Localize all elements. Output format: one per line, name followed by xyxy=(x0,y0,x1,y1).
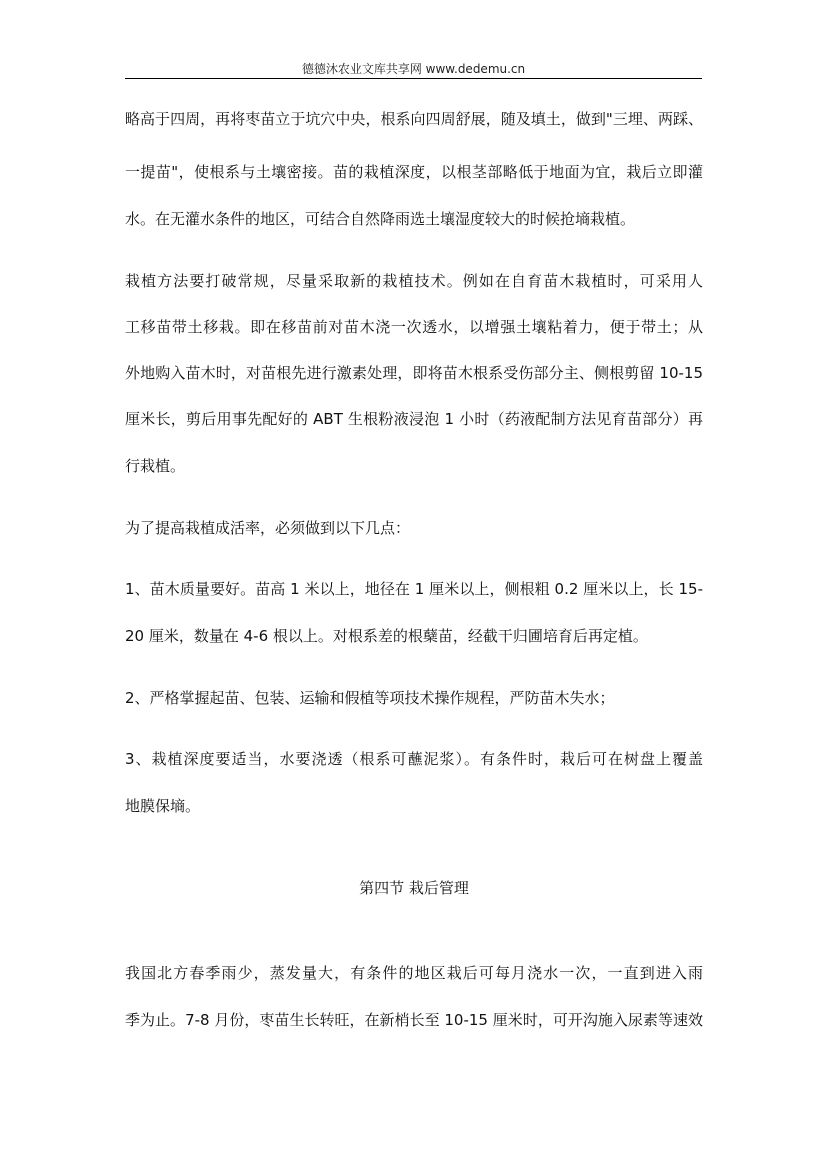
text-line: 行栽植。 xyxy=(125,457,186,475)
text-line: 厘米长，剪后用事先配好的 ABT 生根粉液浸泡 1 小时（药液配制方法见育苗部分）再 xyxy=(125,410,703,428)
text-line: 3、栽植深度要适当，水要浇透（根系可蘸泥浆）。有条件时，栽后可在树盘上覆盖 xyxy=(125,750,703,768)
text-line: 2、严格掌握起苗、包装、运输和假植等项技术操作规程，严防苗木失水； xyxy=(125,689,615,707)
text-line: 栽植方法要打破常规，尽量采取新的栽植技术。例如在自育苗木栽植时，可采用人 xyxy=(125,272,703,290)
text-line: 20 厘米，数量在 4-6 根以上。对根系差的根蘖苗，经截干归圃培育后再定植。 xyxy=(125,627,648,645)
text-line: 水。在无灌水条件的地区，可结合自然降雨选土壤湿度较大的时候抢墒栽植。 xyxy=(125,210,636,228)
text-line: 季为止。7-8 月份，枣苗生长转旺，在新梢长至 10-15 厘米时，可开沟施入尿素等速效 xyxy=(125,1011,703,1029)
text-line: 为了提高栽植成活率，必须做到以下几点： xyxy=(125,519,411,537)
text-line: 工移苗带土移栽。即在移苗前对苗木浇一次透水，以增强土壤粘着力，便于带土；从 xyxy=(125,318,703,336)
text-line: 略高于四周，再将枣苗立于坑穴中央，根系向四周舒展，随及填土，做到"三埋、两踩、 xyxy=(125,110,703,128)
text-line: 外地购入苗木时，对苗根先进行激素处理，即将苗木根系受伤部分主、侧根剪留 10-15 xyxy=(125,364,703,382)
text-line: 一提苗"，使根系与土壤密接。苗的栽植深度，以根茎部略低于地面为宜，栽后立即灌 xyxy=(125,163,703,181)
text-line: 我国北方春季雨少，蒸发量大，有条件的地区栽后可每月浇水一次，一直到进入雨 xyxy=(125,964,703,982)
header-rule xyxy=(125,78,702,79)
text-line: 地膜保墒。 xyxy=(125,797,201,815)
text-line: 1、苗木质量要好。苗高 1 米以上，地径在 1 厘米以上，侧根粗 0.2 厘米以上，长 15- xyxy=(125,580,703,598)
section-title: 第四节 栽后管理 xyxy=(359,879,469,897)
page-header: 德德沐农业文库共享网 www.dedemu.cn xyxy=(301,62,526,76)
